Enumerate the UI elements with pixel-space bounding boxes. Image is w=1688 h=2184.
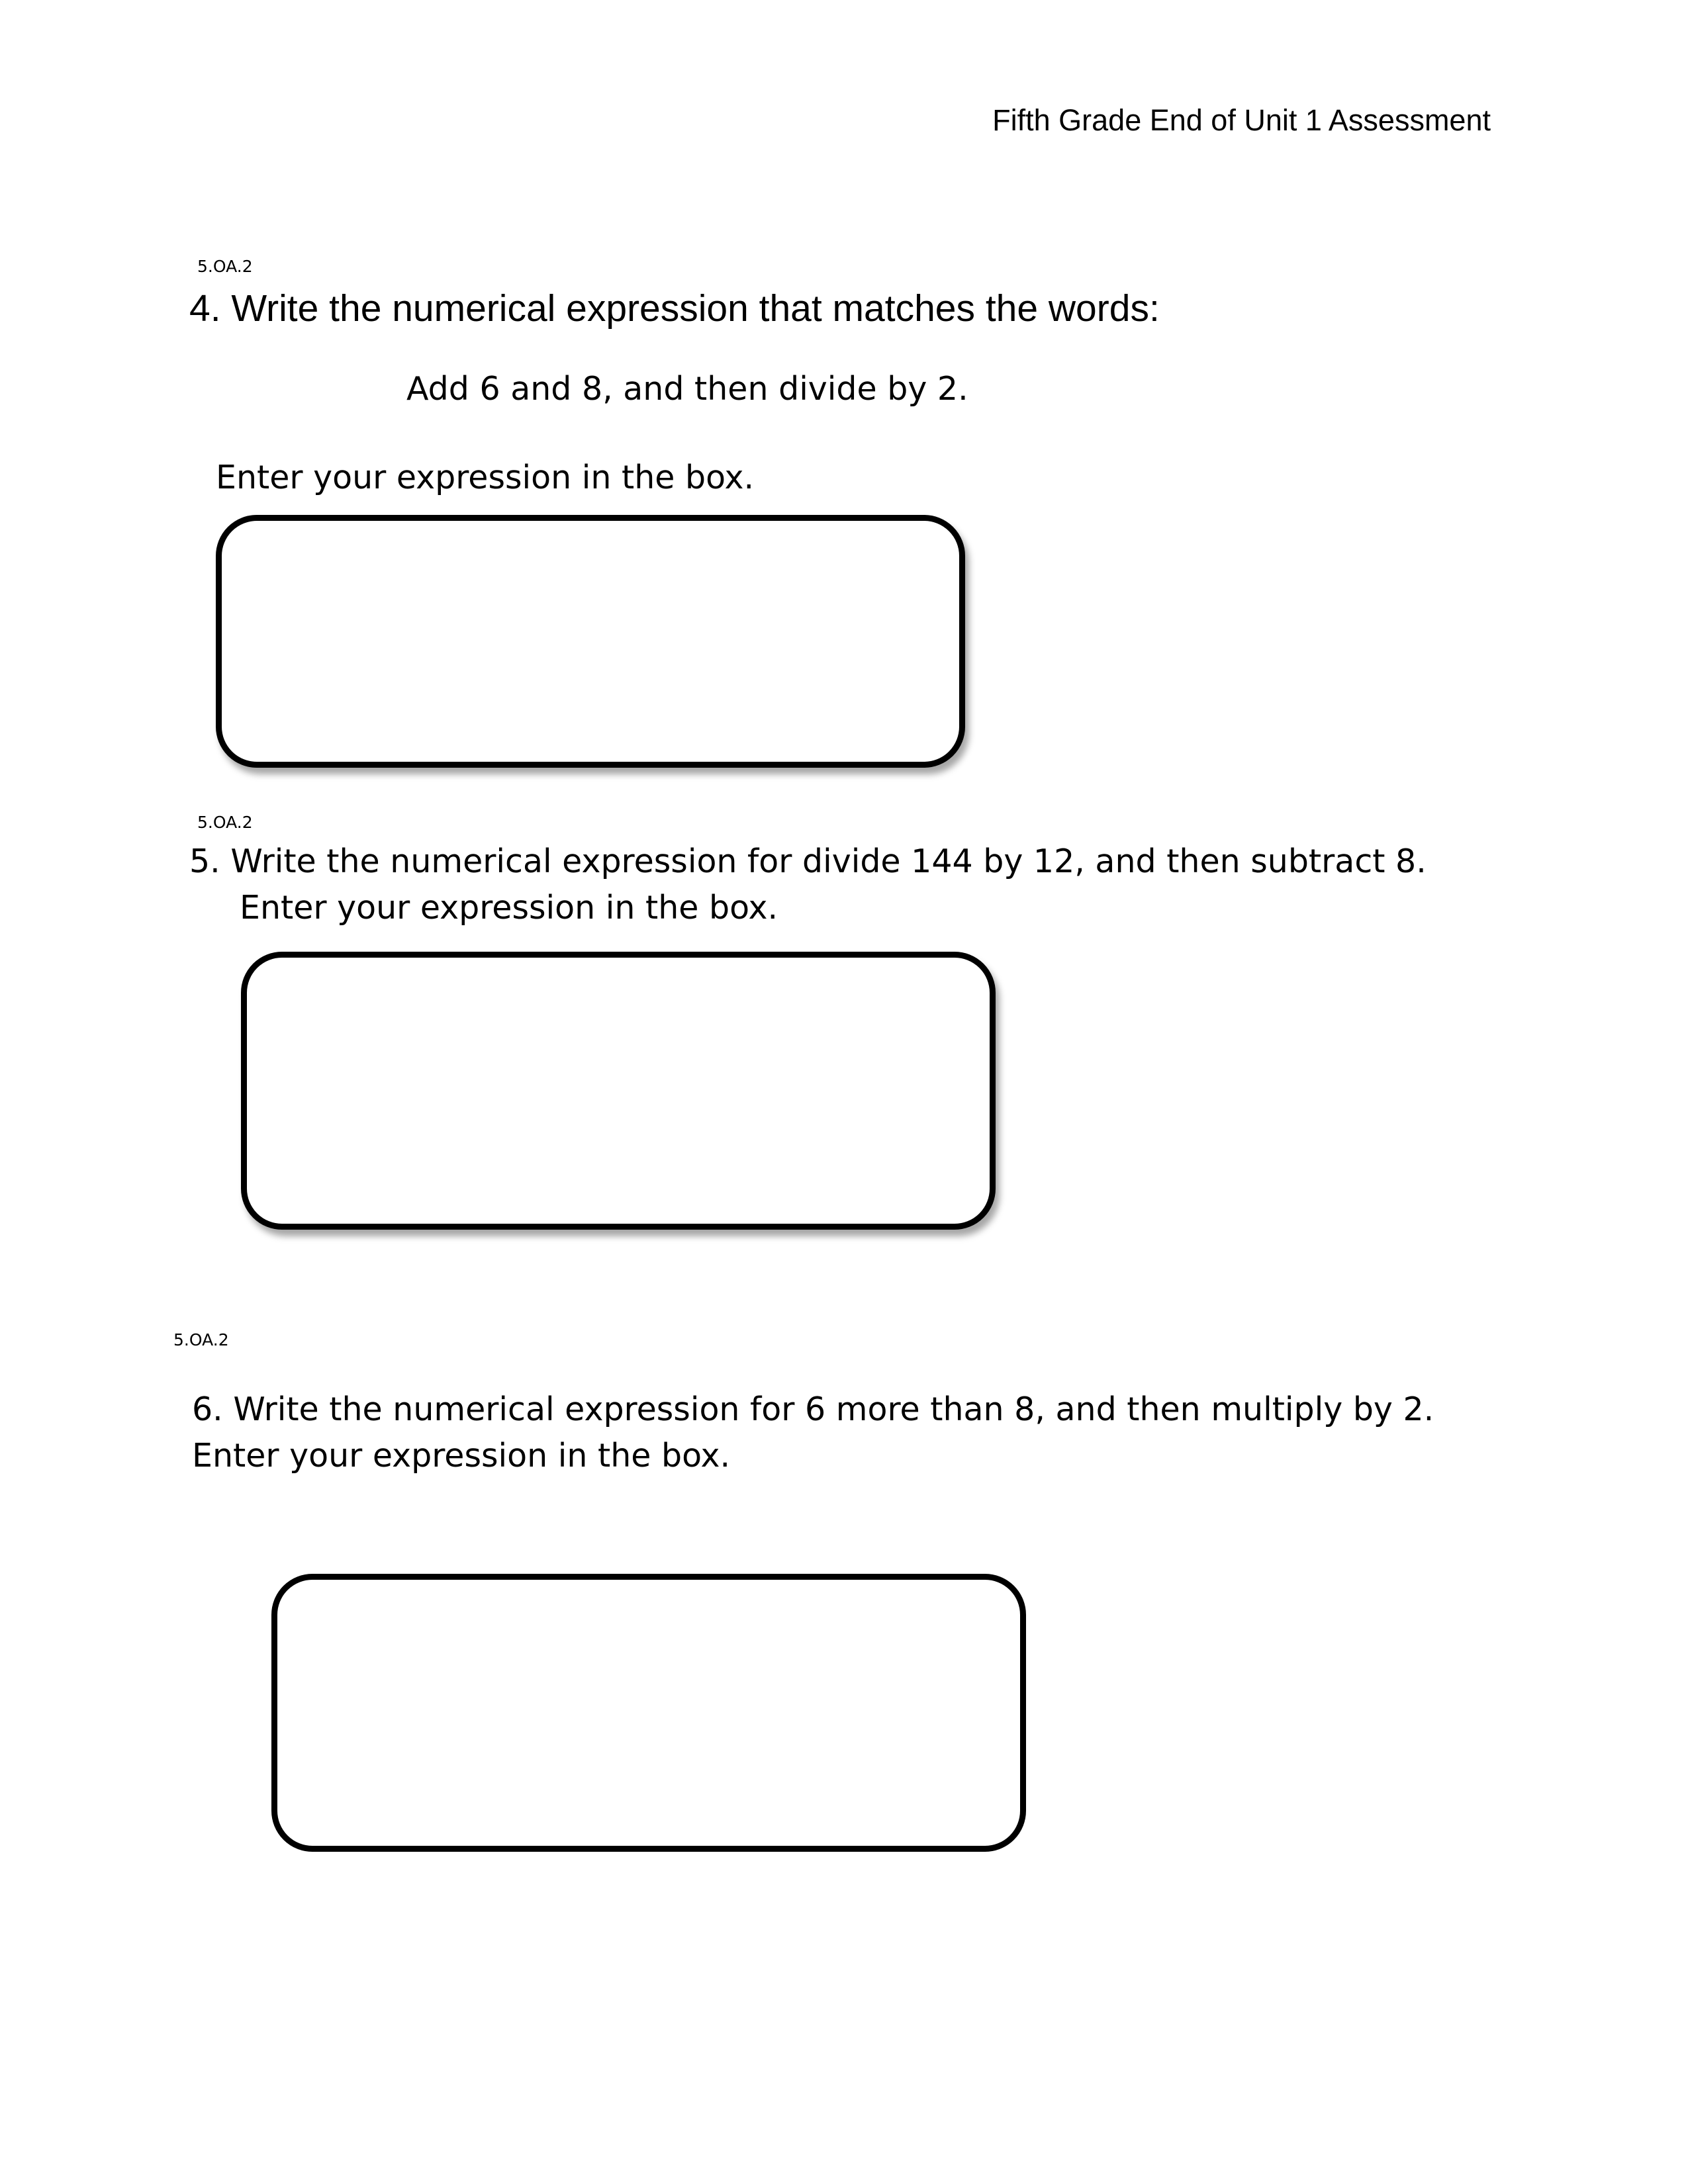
question-4-words: Add 6 and 8, and then divide by 2.	[406, 370, 968, 408]
question-5-standard: 5.OA.2	[197, 813, 253, 832]
question-4-instruction: Enter your expression in the box.	[216, 459, 755, 496]
page-header-title: Fifth Grade End of Unit 1 Assessment	[992, 103, 1491, 137]
question-5-instruction: Enter your expression in the box.	[240, 889, 778, 927]
question-4-standard: 5.OA.2	[197, 257, 253, 276]
question-4-prompt: 4. Write the numerical expression that matches the words:	[189, 287, 1160, 330]
question-6-standard: 5.OA.2	[173, 1330, 229, 1349]
question-6-instruction: Enter your expression in the box.	[192, 1437, 731, 1475]
question-4-answer-box[interactable]	[216, 515, 965, 768]
question-5-answer-box[interactable]	[241, 952, 996, 1230]
question-5-prompt: 5. Write the numerical expression for divide 144 by 12, and then subtract 8.	[189, 842, 1427, 880]
question-6-prompt: 6. Write the numerical expression for 6 more than 8, and then multiply by 2.	[192, 1390, 1434, 1428]
question-6-answer-box[interactable]	[271, 1574, 1026, 1852]
